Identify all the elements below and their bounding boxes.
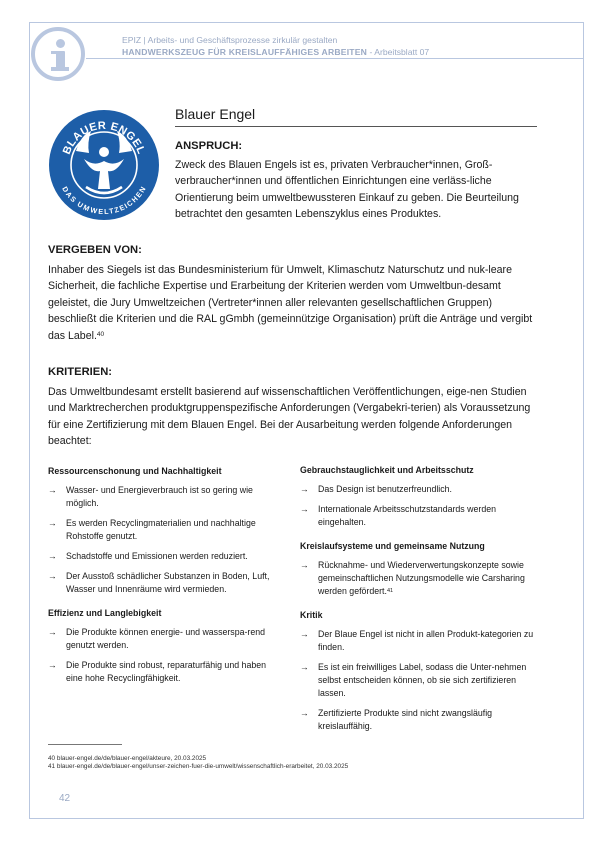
section-heading: Kritik [300, 610, 323, 620]
page-title: Blauer Engel [175, 106, 256, 122]
list-item: → Der Blaue Engel ist nicht in allen Produkt-kategorien zu finden. [300, 629, 534, 652]
arrow-icon: → [48, 627, 57, 637]
section-heading: Gebrauchstauglichkeit und Arbeitsschutz [300, 465, 474, 475]
logo-bottom-text: DAS UMWELTZEICHEN [60, 184, 148, 217]
list-item: → Zertifizierte Produkte sind nicht zwangsläufig kreislauffähig. [300, 708, 493, 731]
arrow-icon: → [48, 571, 57, 581]
arrow-icon: → [300, 662, 309, 672]
section-heading: Ressourcenschonung und Nachhaltigkeit [48, 466, 222, 476]
list-item: → Schadstoffe und Emissionen werden reduziert. [48, 551, 248, 561]
vergeben-body: Inhaber des Siegels ist das Bundesministerium für Umwelt, Klimaschutz Naturschutz und nuk-leare Sicherheit, die fachliche Expertise und Erarbeitung der Kriterien werden vom Umweltbun-desamt geleistet, die Jury Umweltzeichen (Vertreter*innen aller relevanten gesellschaftlichen Gruppen) beschließt die Kriterien und die RAL gGmbh (gemeinnützige Organisation) prüft die Anträge und vergibt das Label. [48, 264, 533, 342]
arrow-icon: → [300, 629, 309, 639]
list-item: → Rücknahme- und Wiederverwertungskonzepte sowie gemeinschaftlichen Nutzungsmodelle wie Carsharing werden gefördert.$^{41}$ [300, 560, 525, 596]
anspruch-text: Zweck des Blauen Engels ist es, privaten Verbraucher*innen, Groß-verbraucher*innen und öffentlichen Einrichtungen eine verläss-liche Orientierung beim umweltbewussteren Einkauf zu geben. Die Beurteilung betrachtet den gesamten Lebenszyklus eines Produktes. [175, 159, 519, 221]
header-rule [86, 58, 584, 59]
kriterien-heading: KRITERIEN: [48, 366, 113, 378]
section-heading: Kreislaufsysteme und gemeinsame Nutzung [300, 541, 485, 551]
criteria-list [300, 628, 536, 733]
list-item: → Es ist ein freiwilliges Label, sodass die Unter-nehmen selbst entscheiden können, ob sie sich zertifizieren lassen. [300, 662, 527, 698]
list-item: → Es werden Recyclingmaterialien und nachhaltige Rohstoffe genutzt. [48, 518, 256, 541]
footnote-ref-40: 40 [96, 330, 105, 338]
arrow-icon: → [48, 485, 57, 495]
list-item: → Wasser- und Energieverbrauch ist so gering wie möglich. [48, 485, 253, 508]
criteria-list [48, 626, 284, 685]
criteria-list [300, 559, 536, 598]
arrow-icon: → [48, 551, 57, 561]
anspruch-heading: ANSPRUCH: [175, 140, 243, 152]
arrow-icon: → [48, 660, 57, 670]
footnote-rule [48, 744, 122, 745]
info-icon [31, 27, 85, 81]
footnote-41: 41 blauer-engel.de/de/blauer-engel/unser-zeichen-fuer-die-umwelt/wissenschaftlich-erarbeitet, 20.03.2025 [48, 763, 349, 770]
criteria-column-right [300, 465, 536, 745]
list-item: → Das Design ist benutzerfreundlich. [300, 484, 452, 494]
criteria-list [48, 484, 284, 596]
list-item: → Der Ausstoß schädlicher Substanzen in Boden, Luft, Wasser und Innenräume wird vermieden. [48, 571, 270, 594]
section-heading: Effizienz und Langlebigkeit [48, 608, 162, 618]
vergeben-heading: VERGEBEN VON: [48, 244, 142, 256]
list-item: → Die Produkte sind robust, reparaturfähig und haben eine hohe Recyclingfähigkeit. [48, 660, 267, 683]
logo-top-text: BLAUER ENGEL [60, 119, 148, 157]
kriterien-text: Das Umweltbundesamt erstellt basierend auf wissenschaftlichen Veröffentlichungen, eige-nen Studien und Marktrecherchen produktgruppenspezifische Anforderungen (Vergabekri-terien) als Voraussetzung für eine Zertifizierung mit dem Blauen Engel. Bei der Ausarbeitung werden folgende Anforderungen beachtet: [48, 386, 531, 448]
criteria-list [300, 483, 536, 529]
arrow-icon: → [300, 560, 309, 570]
page-number: 42 [59, 793, 71, 804]
header-worksheet-title: HANDWERKSZEUG FÜR KREISLAUFFÄHIGES ARBEITEN [122, 47, 368, 57]
vergeben-text [48, 262, 540, 344]
arrow-icon: → [300, 504, 309, 514]
footnote-40: 40 blauer-engel.de/de/blauer-engel/akteure, 20.03.2025 [48, 755, 207, 762]
list-item: → Internationale Arbeitsschutzstandards werden eingehalten. [300, 504, 496, 527]
footnote-ref-41: 41 [386, 588, 394, 594]
header-line-1: EPIZ | Arbeits- und Geschäftsprozesse zirkulär gestalten [122, 35, 338, 45]
title-rule [175, 126, 537, 127]
blauer-engel-logo [48, 109, 160, 221]
list-item: → Die Produkte können energie- und wasserspa-rend genutzt werden. [48, 627, 266, 650]
arrow-icon: → [48, 518, 57, 528]
criteria-column-left [48, 466, 284, 697]
header-worksheet-number: - Arbeitsblatt 07 [367, 47, 430, 57]
arrow-icon: → [300, 708, 309, 718]
header-line-2 [122, 47, 429, 57]
arrow-icon: → [300, 484, 309, 494]
